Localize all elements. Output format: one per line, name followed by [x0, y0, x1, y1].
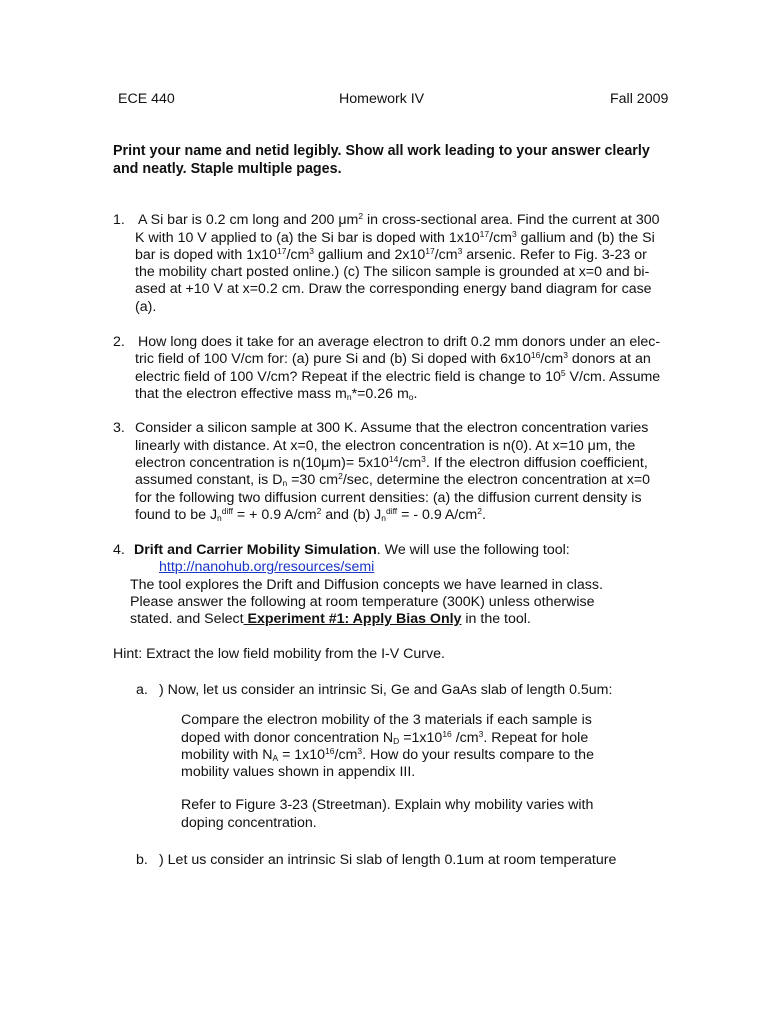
nanohub-link[interactable]: http://nanohub.org/resources/semi [159, 559, 375, 575]
q2-line-1: How long does it take for an average electron to drift 0.2 mm donors under an elec- [138, 334, 661, 350]
q1-number: 1. [113, 212, 125, 228]
q3-line-3: electron concentration is $n(10\mu m)= 5x10^{14}/cm^3$. If the electron diffusion coefficient, [135, 454, 648, 471]
q3-number: 3. [113, 420, 125, 436]
homework-title: Homework IV [339, 91, 425, 107]
q1-line-6: (a). [135, 299, 157, 315]
part-a-para-line-2: doped with donor concentration $N_D =1x10^{16}$ $/cm^3$. Repeat for hole [181, 729, 589, 746]
q2-line-2: tric field of 100 V/cm for: (a) pure Si and (b) Si doped with $6x10^{16}/cm^3$ donors at an [135, 350, 651, 367]
q4-line-1: Drift and Carrier Mobility Simulation. We will use the following tool: [134, 542, 570, 558]
q2-number: 2. [113, 334, 125, 350]
q1-line-4: the mobility chart posted online.) (c) The silicon sample is grounded at x=0 and bi- [135, 264, 650, 280]
q1-line-5: ased at +10 V at x=0.2 cm. Draw the corresponding energy band diagram for case [135, 281, 652, 297]
q4-line-4: stated. and Select Experiment #1: Apply Bias Only in the tool. [130, 611, 531, 627]
q2-line-3: electric field of 100 V/cm? Repeat if the electric field is change to $10^5$ V/cm. Assume [135, 368, 661, 385]
part-b-text: ) Let us consider an intrinsic Si slab of length 0.1um at room temperature [159, 852, 617, 868]
q3-line-2: linearly with distance. At x=0, the electron concentration is n(0). At x=10 μm, the [135, 438, 636, 454]
part-a-para-line-1: Compare the electron mobility of the 3 materials if each sample is [181, 712, 592, 728]
term: Fall 2009 [610, 91, 669, 107]
q3-line-6: found to be $J_n^{diff}$ = + 0.9 $A/cm^2$ and (b) $J_n^{diff}$ = - 0.9 $A/cm^2$. [135, 506, 486, 523]
instructions-line-2: and neatly. Staple multiple pages. [113, 161, 342, 177]
nanohub-link-row [159, 559, 374, 576]
part-b-label: b. [136, 852, 148, 868]
q4-line-2: The tool explores the Drift and Diffusion concepts we have learned in class. [130, 577, 603, 593]
part-a-text: ) Now, let us consider an intrinsic Si, Ge and GaAs slab of length 0.5um: [159, 682, 613, 698]
part-a-refer-line-1: Refer to Figure 3-23 (Streetman). Explain why mobility varies with [181, 797, 594, 813]
part-a-para-line-3: mobility with $N_A = 1x10^{16}/cm^3$. How do your results compare to the [181, 746, 594, 763]
instructions-line-1: Print your name and netid legibly. Show all work leading to your answer clearly [113, 143, 650, 159]
part-a-para-line-4: mobility values shown in appendix III. [181, 764, 416, 780]
q4-number: 4. [113, 542, 125, 558]
hint: Hint: Extract the low field mobility from the I-V Curve. [113, 646, 445, 662]
q1-line-3: bar is doped with $1x10^{17}/cm^3$ gallium and $2x10^{17}/cm^3$ arsenic. Refer to Fig. 3-23 or [135, 246, 647, 263]
q4-line-3: Please answer the following at room temperature (300K) unless otherwise [130, 594, 595, 610]
q2-line-4: that the electron effective mass $m_n*=0.26$ $m_o$. [135, 386, 418, 402]
q1-line-1: A Si bar is 0.2 cm long and 200 $\mu m^2$ in cross-sectional area. Find the current at 300 [138, 211, 660, 228]
part-a-refer-line-2: doping concentration. [181, 815, 317, 831]
q1-line-2: K with 10 V applied to (a) the Si bar is doped with $1x10^{17}/cm^3$ gallium and (b) the Si [135, 229, 655, 246]
q3-line-4: assumed constant, is $D_n =30$ $cm^2/\sec$, determine the electron concentration at x=0 [135, 471, 650, 488]
course-code: ECE 440 [118, 91, 175, 107]
part-a-label: a. [136, 682, 148, 698]
q3-line-1: Consider a silicon sample at 300 K. Assume that the electron concentration varies [135, 420, 649, 436]
q3-line-5: for the following two diffusion current densities: (a) the diffusion current density is [135, 490, 642, 506]
q4-title: Drift and Carrier Mobility Simulation [134, 542, 377, 558]
experiment-label: Experiment #1: Apply Bias Only [243, 611, 462, 627]
